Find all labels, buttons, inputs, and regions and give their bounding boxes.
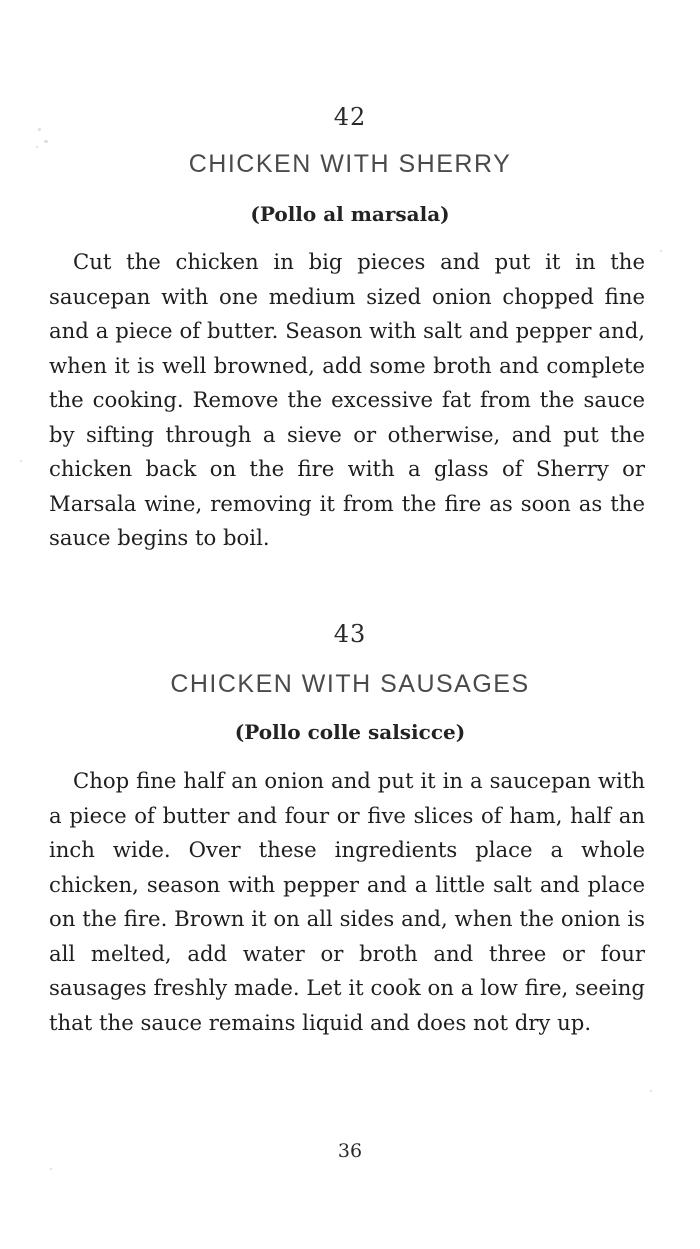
scan-speck [650, 1090, 652, 1092]
scan-speck [36, 146, 38, 148]
recipe-number: 42 [333, 103, 367, 131]
page-number: 36 [337, 1140, 363, 1162]
scan-speck [50, 1168, 52, 1170]
recipe-number: 43 [333, 620, 367, 648]
recipe-title: CHICKEN WITH SHERRY [188, 150, 512, 178]
recipe-subtitle: (Pollo colle salsicce) [234, 720, 466, 744]
recipe-body: Cut the chicken in big pieces and put it in the saucepan with one medium sized onion chopped fine and a piece of butter. Season with salt and pepper and, when it is well browned, add some broth and complete the cooking. Remove the excessive fat from the sauce by sifting through a sieve or otherwise, and put the chicken back on the fire with a glass of Sherry or Marsala wine, removing it from the fire as soon as the sauce begins to boil. [49, 249, 645, 550]
recipe-title: CHICKEN WITH SAUSAGES [170, 670, 530, 698]
recipe-subtitle: (Pollo al marsala) [250, 202, 450, 226]
scan-speck [660, 250, 662, 252]
recipe-body: Chop fine half an onion and put it in a saucepan with a piece of butter and four or five slices of ham, half an inch wide. Over these ingredients place a whole chicken, season with pepper and a little salt and place on the fire. Brown it on all sides and, when the onion is all melted, add water or broth and three or four sausages freshly made. Let it cook on a low fire, seeing that the sauce remains liquid and does not dry up. [49, 768, 645, 1035]
scan-speck [20, 460, 22, 462]
scan-speck [44, 140, 48, 143]
